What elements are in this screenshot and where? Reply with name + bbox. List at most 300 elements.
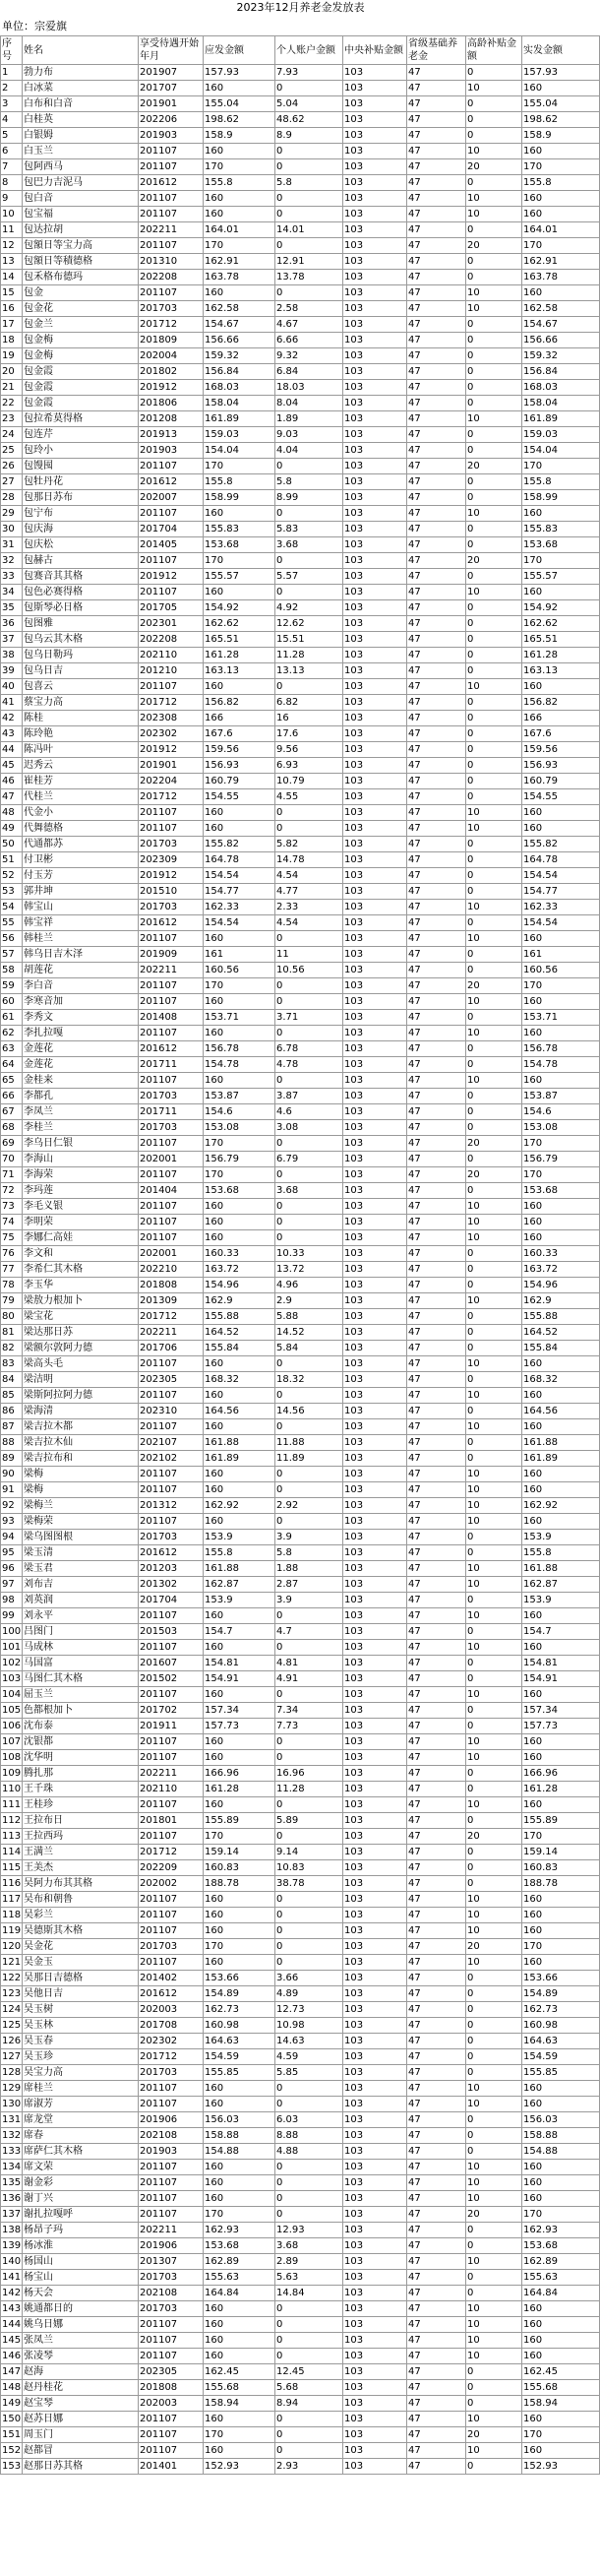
cell-central-subsidy: 103: [343, 1860, 407, 1876]
cell-payable: 154.96: [204, 1278, 275, 1293]
cell-personal-account: 13.78: [275, 270, 343, 285]
table-row: [1, 1766, 600, 1782]
cell-actual-paid: 162.91: [522, 254, 600, 270]
cell-personal-account: 0: [275, 1608, 343, 1624]
cell-central-subsidy: 103: [343, 632, 407, 648]
cell-name: 包庆松: [23, 537, 139, 553]
cell-name: 李秀文: [23, 1010, 139, 1026]
cell-provincial-pension: 47: [407, 852, 466, 868]
cell-provincial-pension: 47: [407, 222, 466, 238]
cell-elderly-subsidy: 10: [466, 805, 522, 821]
cell-provincial-pension: 47: [407, 2223, 466, 2238]
cell-index: 5: [1, 128, 23, 144]
cell-elderly-subsidy: 0: [466, 1041, 522, 1057]
cell-central-subsidy: 103: [343, 726, 407, 742]
table-row: [1, 522, 600, 537]
cell-start-month: 201107: [139, 2443, 204, 2459]
cell-central-subsidy: 103: [343, 144, 407, 159]
cell-name: 包巴力吉泥马: [23, 175, 139, 191]
table-row: [1, 1876, 600, 1892]
cell-elderly-subsidy: 20: [466, 1939, 522, 1955]
cell-payable: 158.88: [204, 2128, 275, 2144]
cell-central-subsidy: 103: [343, 963, 407, 978]
table-row: [1, 616, 600, 632]
cell-payable: 155.89: [204, 1813, 275, 1829]
cell-actual-paid: 188.78: [522, 1876, 600, 1892]
cell-payable: 160: [204, 1797, 275, 1813]
pension-table: [0, 35, 600, 2475]
cell-name: 席文荣: [23, 2160, 139, 2175]
cell-provincial-pension: 47: [407, 805, 466, 821]
cell-actual-paid: 155.88: [522, 1309, 600, 1325]
cell-name: 沈布泰: [23, 1719, 139, 1734]
cell-elderly-subsidy: 10: [466, 1498, 522, 1514]
cell-payable: 159.14: [204, 1845, 275, 1860]
cell-name: 吴玉春: [23, 2034, 139, 2049]
cell-provincial-pension: 47: [407, 553, 466, 569]
cell-elderly-subsidy: 0: [466, 711, 522, 726]
cell-central-subsidy: 103: [343, 2301, 407, 2317]
cell-provincial-pension: 47: [407, 2034, 466, 2049]
cell-payable: 160: [204, 585, 275, 600]
cell-provincial-pension: 47: [407, 1120, 466, 1136]
cell-start-month: 201706: [139, 1341, 204, 1356]
cell-central-subsidy: 103: [343, 1955, 407, 1971]
cell-elderly-subsidy: 0: [466, 2002, 522, 2018]
cell-provincial-pension: 47: [407, 1687, 466, 1703]
cell-elderly-subsidy: 10: [466, 506, 522, 522]
cell-personal-account: 6.79: [275, 1152, 343, 1167]
cell-elderly-subsidy: 10: [466, 1215, 522, 1230]
cell-payable: 160: [204, 1687, 275, 1703]
cell-provincial-pension: 47: [407, 348, 466, 364]
cell-name: 张凤兰: [23, 2333, 139, 2349]
cell-name: 迟秀云: [23, 758, 139, 774]
cell-elderly-subsidy: 10: [466, 1577, 522, 1593]
cell-name: 李乌日仁银: [23, 1136, 139, 1152]
cell-index: 126: [1, 2034, 23, 2049]
cell-provincial-pension: 47: [407, 411, 466, 427]
table-row: [1, 1939, 600, 1955]
cell-personal-account: 14.56: [275, 1404, 343, 1419]
cell-payable: 161.88: [204, 1561, 275, 1577]
cell-provincial-pension: 47: [407, 254, 466, 270]
cell-elderly-subsidy: 0: [466, 1089, 522, 1104]
cell-payable: 154.04: [204, 443, 275, 459]
table-row: [1, 679, 600, 695]
cell-central-subsidy: 103: [343, 333, 407, 348]
cell-name: 白冰菜: [23, 81, 139, 96]
cell-payable: 154.54: [204, 868, 275, 884]
cell-index: 143: [1, 2301, 23, 2317]
cell-payable: 160: [204, 2443, 275, 2459]
cell-name: 梁梅荣: [23, 1514, 139, 1530]
cell-payable: 160: [204, 191, 275, 207]
cell-index: 34: [1, 585, 23, 600]
cell-index: 93: [1, 1514, 23, 1530]
cell-payable: 160: [204, 81, 275, 96]
table-row: [1, 1435, 600, 1451]
cell-index: 96: [1, 1561, 23, 1577]
cell-name: 李扎拉嘎: [23, 1026, 139, 1041]
cell-central-subsidy: 103: [343, 1388, 407, 1404]
table-row: [1, 1624, 600, 1640]
cell-payable: 160: [204, 2081, 275, 2097]
table-row: [1, 648, 600, 663]
cell-start-month: 202309: [139, 852, 204, 868]
cell-start-month: 201703: [139, 1089, 204, 1104]
cell-name: 崔桂芳: [23, 774, 139, 789]
cell-actual-paid: 170: [522, 1939, 600, 1955]
cell-payable: 170: [204, 1136, 275, 1152]
cell-index: 7: [1, 159, 23, 175]
cell-name: 包金霞: [23, 380, 139, 396]
cell-personal-account: 4.96: [275, 1278, 343, 1293]
cell-actual-paid: 155.8: [522, 1545, 600, 1561]
cell-index: 111: [1, 1797, 23, 1813]
cell-personal-account: 0: [275, 585, 343, 600]
cell-central-subsidy: 103: [343, 1183, 407, 1199]
cell-start-month: 201107: [139, 994, 204, 1010]
cell-central-subsidy: 103: [343, 553, 407, 569]
cell-provincial-pension: 47: [407, 868, 466, 884]
cell-actual-paid: 160.79: [522, 774, 600, 789]
cell-start-month: 202003: [139, 2002, 204, 2018]
cell-actual-paid: 164.01: [522, 222, 600, 238]
cell-actual-paid: 158.9: [522, 128, 600, 144]
cell-actual-paid: 170: [522, 978, 600, 994]
cell-actual-paid: 160: [522, 506, 600, 522]
cell-personal-account: 0: [275, 1939, 343, 1955]
cell-index: 30: [1, 522, 23, 537]
cell-personal-account: 1.88: [275, 1561, 343, 1577]
table-row: [1, 2223, 600, 2238]
cell-index: 8: [1, 175, 23, 191]
cell-actual-paid: 160: [522, 1797, 600, 1813]
cell-start-month: 201907: [139, 65, 204, 81]
table-row: [1, 2175, 600, 2191]
cell-actual-paid: 158.04: [522, 396, 600, 411]
cell-index: 31: [1, 537, 23, 553]
cell-elderly-subsidy: 0: [466, 1183, 522, 1199]
cell-start-month: 201401: [139, 2459, 204, 2475]
cell-payable: 152.93: [204, 2459, 275, 2475]
cell-personal-account: 0: [275, 994, 343, 1010]
cell-name: 刘布吉: [23, 1577, 139, 1593]
cell-payable: 155.82: [204, 837, 275, 852]
table-row: [1, 1199, 600, 1215]
cell-actual-paid: 160: [522, 2081, 600, 2097]
cell-start-month: 201711: [139, 1104, 204, 1120]
table-row: [1, 2128, 600, 2144]
cell-actual-paid: 154.55: [522, 789, 600, 805]
cell-index: 136: [1, 2191, 23, 2207]
cell-payable: 166: [204, 711, 275, 726]
cell-personal-account: 14.84: [275, 2286, 343, 2301]
cell-personal-account: 4.89: [275, 1986, 343, 2002]
cell-provincial-pension: 47: [407, 774, 466, 789]
cell-central-subsidy: 103: [343, 1246, 407, 1262]
cell-elderly-subsidy: 10: [466, 2160, 522, 2175]
cell-payable: 159.56: [204, 742, 275, 758]
cell-start-month: 201912: [139, 569, 204, 585]
cell-central-subsidy: 103: [343, 1215, 407, 1230]
table-row: [1, 506, 600, 522]
cell-elderly-subsidy: 10: [466, 1892, 522, 1908]
cell-central-subsidy: 103: [343, 474, 407, 490]
table-row: [1, 1089, 600, 1104]
cell-index: 54: [1, 900, 23, 915]
table-row: [1, 1215, 600, 1230]
cell-personal-account: 0: [275, 931, 343, 947]
cell-payable: 160: [204, 506, 275, 522]
cell-elderly-subsidy: 0: [466, 742, 522, 758]
cell-start-month: 201107: [139, 1215, 204, 1230]
table-row: [1, 2254, 600, 2270]
cell-index: 35: [1, 600, 23, 616]
cell-elderly-subsidy: 10: [466, 679, 522, 695]
cell-central-subsidy: 103: [343, 2097, 407, 2112]
cell-start-month: 201808: [139, 2380, 204, 2396]
cell-start-month: 201107: [139, 1467, 204, 1482]
cell-name: 李文和: [23, 1246, 139, 1262]
cell-personal-account: 5.89: [275, 1813, 343, 1829]
cell-payable: 161.89: [204, 1451, 275, 1467]
table-row: [1, 2112, 600, 2128]
cell-index: 138: [1, 2223, 23, 2238]
cell-elderly-subsidy: 10: [466, 1608, 522, 1624]
cell-name: 包金霞: [23, 396, 139, 411]
cell-elderly-subsidy: 0: [466, 1104, 522, 1120]
cell-start-month: 201806: [139, 396, 204, 411]
table-row: [1, 459, 600, 474]
cell-name: 李海荣: [23, 1167, 139, 1183]
table-row: [1, 254, 600, 270]
cell-name: 王满兰: [23, 1845, 139, 1860]
cell-elderly-subsidy: 10: [466, 2349, 522, 2364]
cell-provincial-pension: 47: [407, 1419, 466, 1435]
cell-provincial-pension: 47: [407, 1955, 466, 1971]
cell-actual-paid: 156.66: [522, 333, 600, 348]
cell-payable: 168.03: [204, 380, 275, 396]
cell-index: 55: [1, 915, 23, 931]
cell-payable: 162.45: [204, 2364, 275, 2380]
cell-index: 142: [1, 2286, 23, 2301]
cell-start-month: 201107: [139, 1829, 204, 1845]
cell-index: 12: [1, 238, 23, 254]
table-row: [1, 380, 600, 396]
cell-start-month: 201107: [139, 191, 204, 207]
cell-provincial-pension: 47: [407, 1183, 466, 1199]
cell-actual-paid: 156.82: [522, 695, 600, 711]
cell-start-month: 201107: [139, 238, 204, 254]
cell-index: 98: [1, 1593, 23, 1608]
cell-actual-paid: 153.9: [522, 1593, 600, 1608]
cell-payable: 160.98: [204, 2018, 275, 2034]
cell-elderly-subsidy: 0: [466, 2034, 522, 2049]
cell-actual-paid: 160: [522, 1026, 600, 1041]
table-row: [1, 1372, 600, 1388]
cell-name: 白银姆: [23, 128, 139, 144]
cell-actual-paid: 154.96: [522, 1278, 600, 1293]
cell-central-subsidy: 103: [343, 1482, 407, 1498]
cell-index: 32: [1, 553, 23, 569]
cell-index: 29: [1, 506, 23, 522]
table-row: [1, 2301, 600, 2317]
cell-start-month: 201703: [139, 1120, 204, 1136]
cell-name: 包乌云其木格: [23, 632, 139, 648]
cell-index: 128: [1, 2065, 23, 2081]
cell-payable: 155.8: [204, 1545, 275, 1561]
cell-personal-account: 8.04: [275, 396, 343, 411]
cell-elderly-subsidy: 0: [466, 2270, 522, 2286]
cell-start-month: 201107: [139, 1797, 204, 1813]
cell-personal-account: 4.59: [275, 2049, 343, 2065]
cell-elderly-subsidy: 0: [466, 663, 522, 679]
cell-provincial-pension: 47: [407, 2254, 466, 2270]
cell-index: 20: [1, 364, 23, 380]
cell-start-month: 201712: [139, 2049, 204, 2065]
cell-start-month: 201203: [139, 1561, 204, 1577]
cell-personal-account: 6.84: [275, 364, 343, 380]
cell-index: 110: [1, 1782, 23, 1797]
cell-actual-paid: 160: [522, 2175, 600, 2191]
table-row: [1, 1356, 600, 1372]
cell-elderly-subsidy: 0: [466, 128, 522, 144]
cell-actual-paid: 160: [522, 679, 600, 695]
table-row: [1, 2286, 600, 2301]
cell-start-month: 201906: [139, 2112, 204, 2128]
cell-actual-paid: 160: [522, 1640, 600, 1656]
cell-payable: 153.71: [204, 1010, 275, 1026]
table-row: [1, 900, 600, 915]
cell-start-month: 202305: [139, 1372, 204, 1388]
cell-start-month: 201107: [139, 1073, 204, 1089]
cell-name: 吴金花: [23, 1939, 139, 1955]
cell-payable: 154.59: [204, 2049, 275, 2065]
cell-payable: 160.33: [204, 1246, 275, 1262]
table-row: [1, 1608, 600, 1624]
cell-actual-paid: 160: [522, 2412, 600, 2427]
cell-start-month: 201107: [139, 2317, 204, 2333]
cell-payable: 154.88: [204, 2144, 275, 2160]
table-row: [1, 1734, 600, 1750]
cell-provincial-pension: 47: [407, 1435, 466, 1451]
cell-provincial-pension: 47: [407, 1041, 466, 1057]
table-row: [1, 1782, 600, 1797]
cell-start-month: 201210: [139, 663, 204, 679]
cell-central-subsidy: 103: [343, 2128, 407, 2144]
cell-central-subsidy: 103: [343, 994, 407, 1010]
cell-actual-paid: 160: [522, 1073, 600, 1089]
cell-central-subsidy: 103: [343, 1498, 407, 1514]
cell-index: 76: [1, 1246, 23, 1262]
cell-payable: 155.63: [204, 2270, 275, 2286]
cell-central-subsidy: 103: [343, 396, 407, 411]
cell-personal-account: 5.84: [275, 1341, 343, 1356]
cell-actual-paid: 198.62: [522, 112, 600, 128]
cell-provincial-pension: 47: [407, 1514, 466, 1530]
cell-provincial-pension: 47: [407, 490, 466, 506]
table-row: [1, 915, 600, 931]
cell-provincial-pension: 47: [407, 1545, 466, 1561]
cell-name: 王千珠: [23, 1782, 139, 1797]
cell-payable: 160: [204, 1955, 275, 1971]
cell-elderly-subsidy: 10: [466, 1199, 522, 1215]
table-row: [1, 1026, 600, 1041]
cell-start-month: 202001: [139, 1152, 204, 1167]
cell-elderly-subsidy: 0: [466, 1593, 522, 1608]
cell-index: 19: [1, 348, 23, 364]
cell-payable: 156.82: [204, 695, 275, 711]
cell-name: 包宝福: [23, 207, 139, 222]
cell-payable: 163.72: [204, 1262, 275, 1278]
cell-payable: 161.88: [204, 1435, 275, 1451]
cell-index: 137: [1, 2207, 23, 2223]
cell-actual-paid: 162.45: [522, 2364, 600, 2380]
cell-central-subsidy: 103: [343, 1057, 407, 1073]
cell-personal-account: 0: [275, 978, 343, 994]
cell-name: 马成林: [23, 1640, 139, 1656]
cell-provincial-pension: 47: [407, 1860, 466, 1876]
cell-name: 包牡丹花: [23, 474, 139, 490]
cell-personal-account: 0: [275, 679, 343, 695]
cell-provincial-pension: 47: [407, 1923, 466, 1939]
cell-index: 21: [1, 380, 23, 396]
table-row: [1, 1293, 600, 1309]
cell-name: 腾扎那: [23, 1766, 139, 1782]
cell-central-subsidy: 103: [343, 1104, 407, 1120]
cell-provincial-pension: 47: [407, 915, 466, 931]
cell-actual-paid: 160: [522, 2097, 600, 2112]
cell-actual-paid: 170: [522, 459, 600, 474]
cell-actual-paid: 160: [522, 2333, 600, 2349]
cell-provincial-pension: 47: [407, 1278, 466, 1293]
cell-central-subsidy: 103: [343, 285, 407, 301]
cell-name: 包宁布: [23, 506, 139, 522]
cell-payable: 170: [204, 553, 275, 569]
cell-provincial-pension: 47: [407, 1104, 466, 1120]
cell-payable: 155.88: [204, 1309, 275, 1325]
cell-payable: 170: [204, 2207, 275, 2223]
cell-personal-account: 0: [275, 1136, 343, 1152]
cell-central-subsidy: 103: [343, 1530, 407, 1545]
cell-name: 李都孔: [23, 1089, 139, 1104]
cell-personal-account: 17.6: [275, 726, 343, 742]
cell-name: 包禾格布德玛: [23, 270, 139, 285]
cell-payable: 160: [204, 2412, 275, 2427]
cell-start-month: 201707: [139, 81, 204, 96]
cell-payable: 170: [204, 159, 275, 175]
cell-elderly-subsidy: 20: [466, 459, 522, 474]
cell-provincial-pension: 47: [407, 2128, 466, 2144]
cell-personal-account: 0: [275, 2160, 343, 2175]
cell-central-subsidy: 103: [343, 2286, 407, 2301]
table-row: [1, 1671, 600, 1687]
cell-central-subsidy: 103: [343, 238, 407, 254]
cell-central-subsidy: 103: [343, 348, 407, 364]
table-row: [1, 758, 600, 774]
cell-central-subsidy: 103: [343, 1734, 407, 1750]
cell-elderly-subsidy: 10: [466, 191, 522, 207]
cell-actual-paid: 160: [522, 1687, 600, 1703]
cell-elderly-subsidy: 0: [466, 1341, 522, 1356]
cell-name: 包乌日吉: [23, 663, 139, 679]
cell-actual-paid: 160.33: [522, 1246, 600, 1262]
cell-name: 包图雅: [23, 616, 139, 632]
cell-elderly-subsidy: 0: [466, 443, 522, 459]
cell-start-month: 201612: [139, 474, 204, 490]
